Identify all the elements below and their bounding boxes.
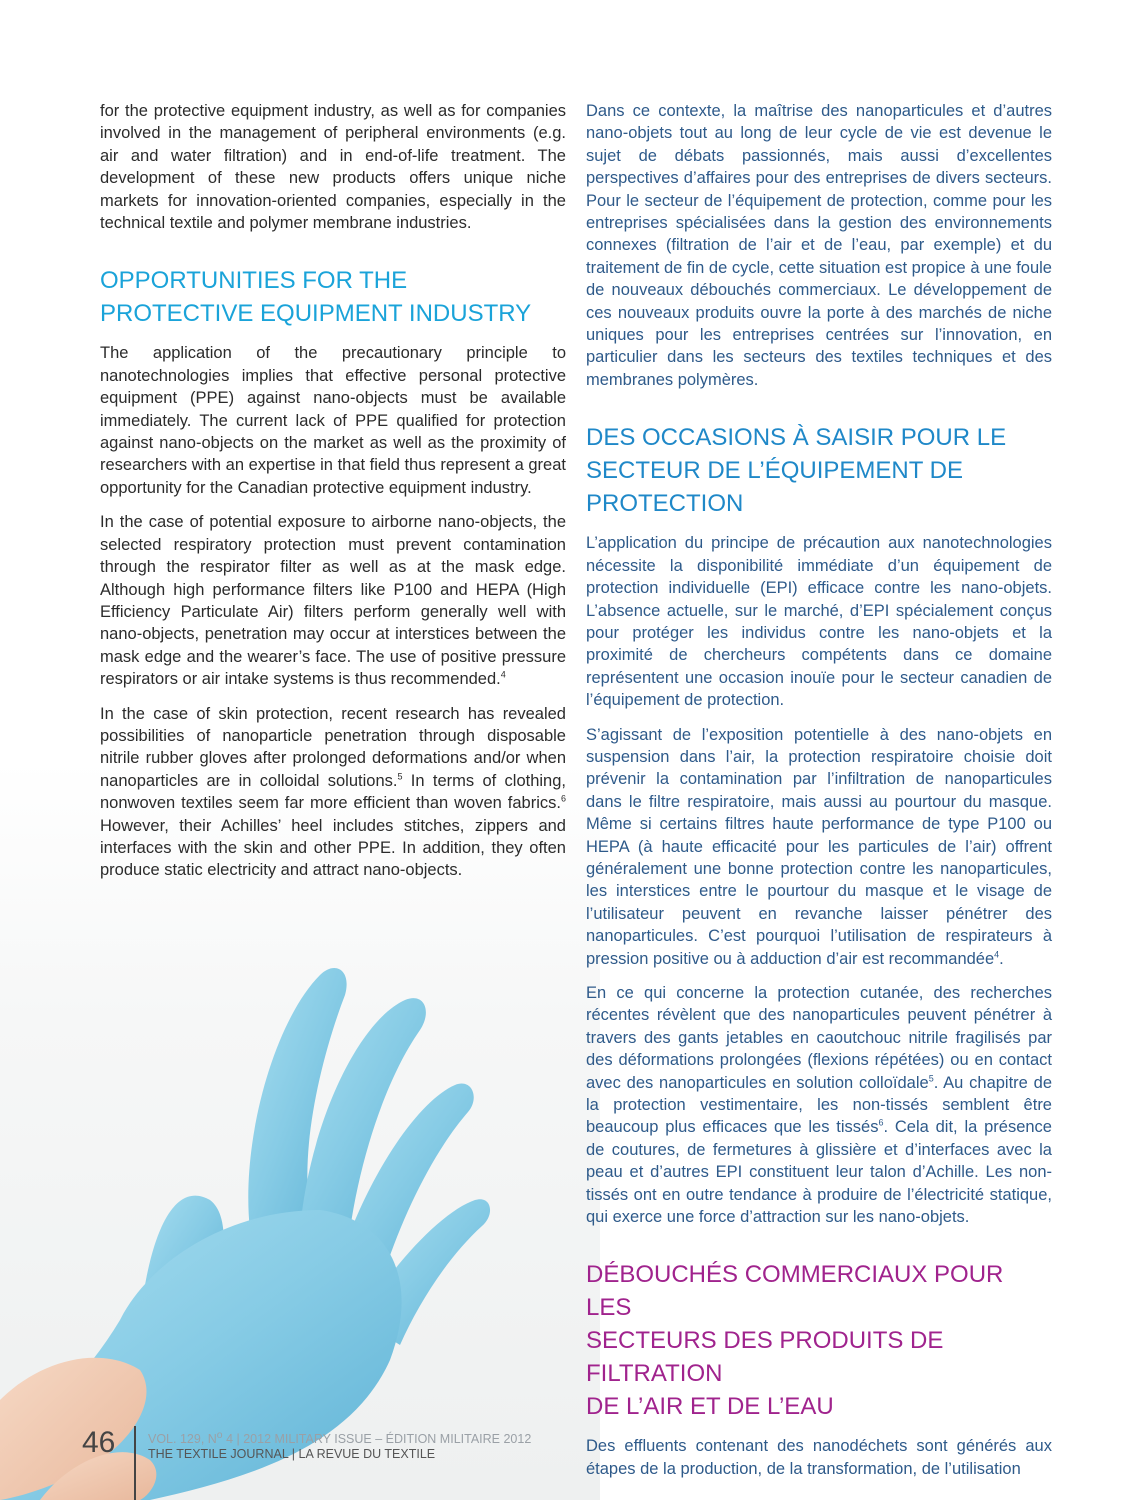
english-paragraph-2 [100,511,566,690]
french-paragraph-3-part-a: En ce qui concerne la protection cutanée, des recherches récentes révèlent que des nanoparticules peuvent pénétrer à travers des gants jetables en caoutchouc nitrile fragilisés par des déformations prolongées (flexions répétées) ou en contact avec des nanoparticules en solution colloïdale [586,984,1052,1092]
french-paragraph-3-part-b: . Au chapitre de la protection vestimentaire, les non-tissés semblent être beaucoup plus efficaces que les tissés [586,1073,1052,1137]
french-section-heading-1: DES OCCASIONS À SAISIR POUR LE SECTEUR DE L’ÉQUIPEMENT DE PROTECTION [586,424,1007,518]
english-column [100,100,566,894]
french-paragraph-1: L’application du principe de précaution aux nanotechnologies nécessite la disponibilité immédiate d’un équipement de protection individuelle (EPI) efficace contre les nano-objets. L’absence actuelle, sur le marché, d’EPI spécialement conçus pour protéger les individus contre les nano-objets et la proximité de chercheurs compétents dans ce domaine représentent une occasion inouïe pour le secteur canadien de l’équipement de protection. [586,534,1052,710]
french-paragraph-2 [586,724,1052,970]
footer-text [148,1428,531,1462]
issue-volume: VOL. 129, N [148,1432,217,1447]
french-paragraph-4: Des effluents contenant des nanodéchets sont générés aux étapes de la production, de la transformation, de l’utilisation [586,1437,1052,1478]
french-heading-2-line-3: DE L’AIR ET DE L’EAU [586,1393,834,1421]
english-paragraph-3 [100,703,566,882]
french-intro-paragraph: Dans ce contexte, la maîtrise des nanoparticules et d’autres nano-objets tout au long de leur cycle de vie est devenue le sujet de débats passionnés, mais aussi d’excellentes perspectives d’affaires pour des entreprises de divers secteurs. Pour le secteur de l’équipement de protection, comme pour les entreprises spécialisées dans la gestion des environnements connexes (filtration de l’air et de l’eau, par exemple) et du traitement de fin de cycle, cette situation est propice à une foule de nouveaux débouchés commerciaux. Le développement de ces nouveaux produits ouvre la porte à des marchés de niche uniques pour les entreprises centrées sur l’innovation, en particulier dans les secteurs des textiles techniques et des membranes polymères. [586,102,1052,389]
footnote-ref-4: 4 [500,669,506,680]
footnote-ref-5-fr: 5 [928,1073,934,1084]
issue-line [148,1428,531,1447]
english-paragraph-1: The application of the precautionary principle to nanotechnologies implies that effective personal protective equipment (PPE) against nano-objects must be available immediately. The current lack of PPE qualified for protection against nano-objects on the market as well as the proximity of researchers with an expertise in that field thus represent a great opportunity for the Canadian protective equipment industry. [100,344,566,497]
french-section-heading-2 [586,1258,1052,1423]
french-paragraph-3-part-c: . Cela dit, la présence de coutures, de fermetures à glissière et d’interfaces avec la peau et d’autres EPI constituent leur talon d’Achille. Les non-tissés ont en outre tendance à produire de l’électricité statique, qui exerce une force d’attraction sur les nano-objets. [586,1118,1052,1227]
footnote-ref-5: 5 [397,771,403,782]
journal-name: THE TEXTILE JOURNAL | LA REVUE DU TEXTILE [148,1447,436,1462]
french-paragraph-2-end: . [999,949,1004,968]
french-paragraph-3 [586,982,1052,1228]
french-column [586,100,1052,1492]
page-number: 46 [82,1426,116,1459]
french-heading-2-line-2: SECTEURS DES PRODUITS DE FILTRATION [586,1327,944,1388]
english-paragraph-3-part-c: However, their Achilles’ heel includes stitches, zippers and interfaces with the skin and other PPE. In addition, they often produce static electricity and attract nano-objects. [100,816,566,880]
french-paragraph-2-text: S’agissant de l’exposition potentielle à des nano-objets en suspension dans l’air, la protection respiratoire choisie doit prévenir la contamination par l’infiltration de nanoparticules dans le filtre respiratoire, mais aussi au pourtour du masque. Même si certains filtres haute performance de type P100 ou HEPA (à haute efficacité pour les particules de l’air) offrent généralement une bonne protection contre les nanoparticules, les interstices entre le pourtour du masque et le visage de l’utilisateur peuvent en revanche laisser pénétrer des nanoparticules. C’est pourquoi l’utilisation de respirateurs à pression positive ou à adduction d’air est recommandée [586,725,1052,968]
french-heading-2-line-1: DÉBOUCHÉS COMMERCIAUX POUR LES [586,1261,1004,1322]
issue-number-sup: o [216,1430,223,1441]
issue-details: 4 | 2012 MILITARY ISSUE – ÉDITION MILITAIRE 2012 [222,1432,532,1447]
english-section-heading: OPPORTUNITIES FOR THE PROTECTIVE EQUIPMENT INDUSTRY [100,267,532,328]
footnote-ref-6: 6 [560,793,566,804]
footnote-ref-6-fr: 6 [878,1117,884,1128]
english-paragraph-2-text: In the case of potential exposure to airborne nano-objects, the selected respiratory protection must prevent contamination through the respirator filter as well as at the mask edge. Although high performance filters like P100 and HEPA (High Efficiency Particulate Air) filters perform generally well with nano-objects, penetration may occur at interstices between the mask edge and the wearer’s face. The use of positive pressure respirators or air intake systems is thus recommended. [100,513,566,689]
english-intro-paragraph: for the protective equipment industry, as well as for companies involved in the management of peripheral environments (e.g. air and water filtration) and in end-of-life treatment. The development of these new products offers unique niche markets for innovation-oriented companies, especially in the technical textile and polymer membrane industries. [100,102,566,233]
footer-divider [134,1426,136,1500]
english-paragraph-3-part-b: In terms of clothing, nonwoven textiles seem far more efficient than woven fabrics. [100,771,566,813]
footnote-ref-4-fr: 4 [994,949,1000,960]
english-paragraph-3-part-a: In the case of skin protection, recent research has revealed possibilities of nanoparticle penetration through disposable nitrile rubber gloves after prolonged deformations and/or when nanoparticles are in colloidal solutions. [100,704,566,790]
